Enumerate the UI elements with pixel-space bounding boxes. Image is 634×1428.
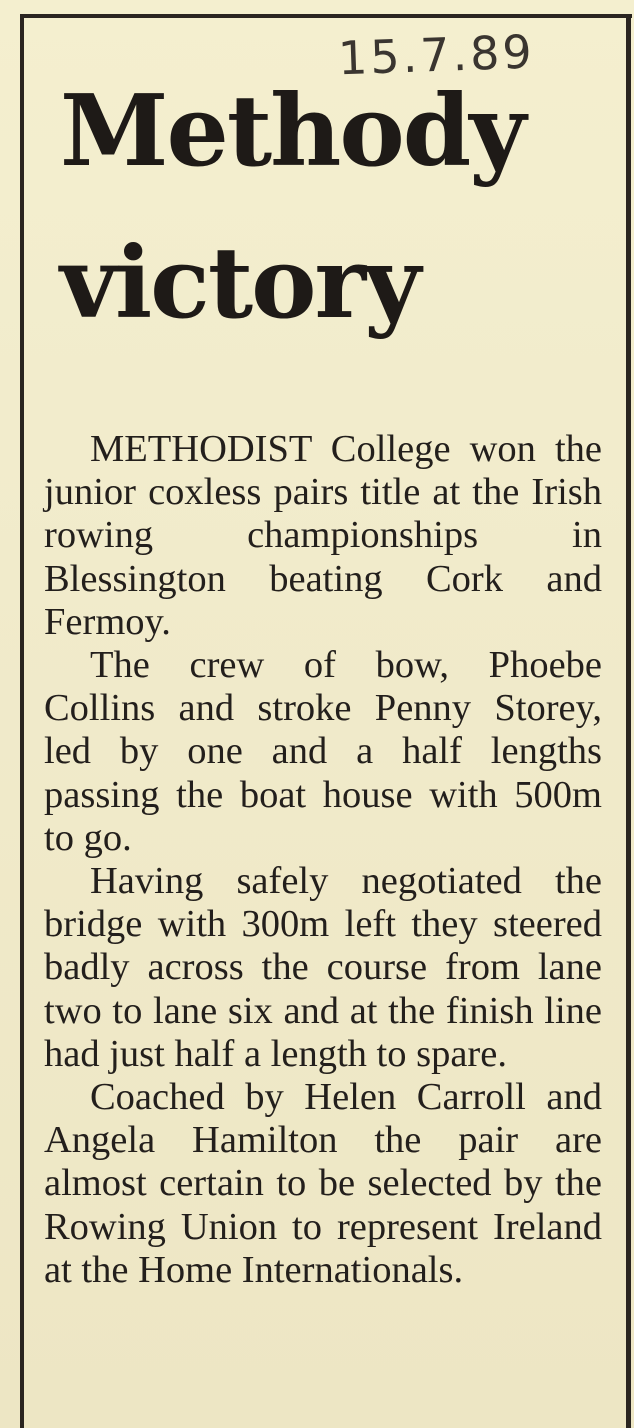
article-paragraph: METHODIST College won the junior coxless pairs title at the Irish rowing championships in Blessington beating Cork and Fermoy. — [44, 428, 602, 643]
article-body — [44, 428, 602, 1292]
handwritten-date: 15.7.89 — [337, 24, 536, 86]
headline-line-2: victory — [60, 226, 420, 341]
article-paragraph: The crew of bow, Phoebe Collins and stroke Penny Storey, led by one and a half lengths passing the boat house with 500m to go. — [44, 644, 602, 859]
headline-line-1: Methody — [60, 74, 525, 189]
column-rule-left — [20, 14, 24, 1428]
article-paragraph: Coached by Helen Carroll and Angela Hamilton the pair are almost certain to be selected by the Rowing Union to represent Ireland at the Home Internationals. — [44, 1076, 602, 1291]
article-paragraph: Having safely negotiated the bridge with 300m left they steered badly across the course from lane two to lane six and at the finish line had just half a length to spare. — [44, 860, 602, 1075]
column-rule-top — [20, 14, 632, 18]
column-rule-right — [626, 14, 631, 1428]
